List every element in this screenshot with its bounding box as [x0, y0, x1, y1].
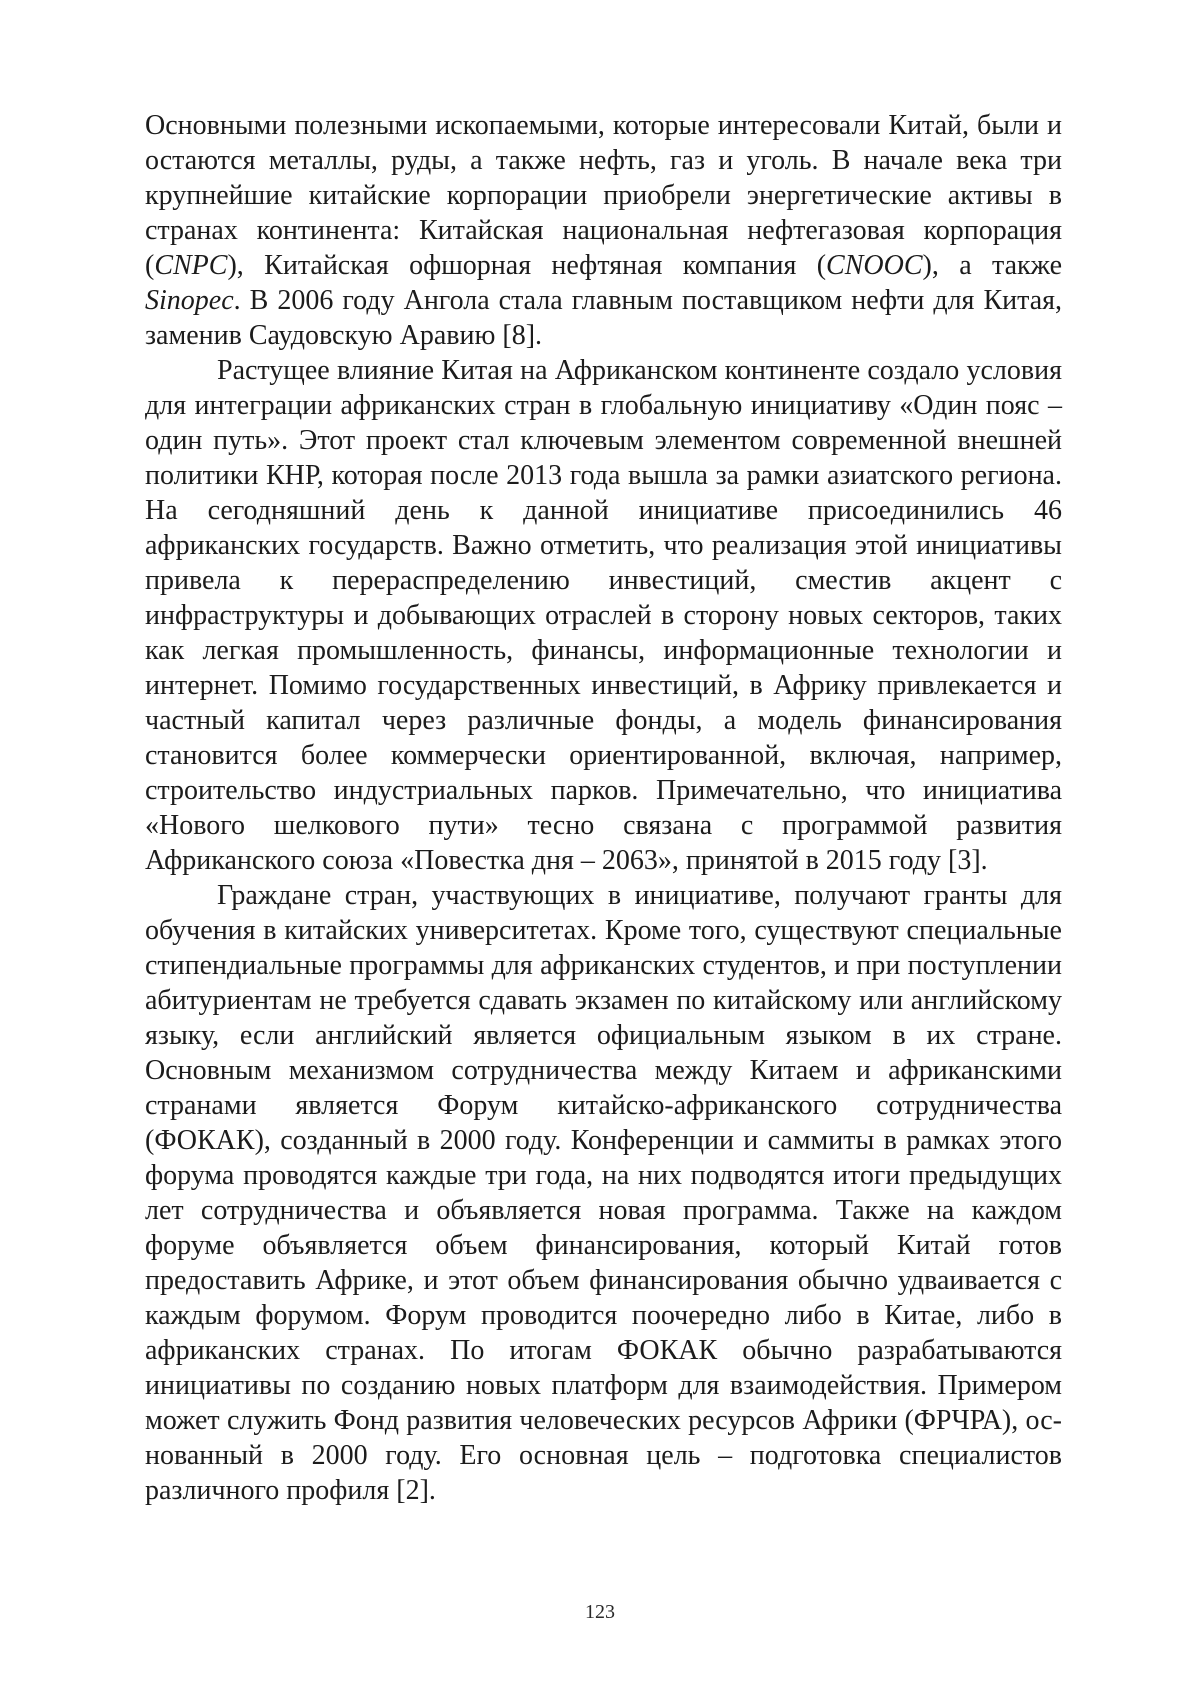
page-number: 123 — [0, 1600, 1200, 1624]
paragraph-3 — [145, 878, 1062, 1508]
paragraph-1 — [145, 108, 1062, 353]
paragraph-1-italic-cnpc: CNPC — [154, 250, 227, 281]
paragraph-1-italic-sinopec: Sinopec — [145, 285, 234, 316]
document-page — [145, 108, 1062, 1508]
paragraph-1-text-2: ), Китайская офшорная нефтяная компания ( — [227, 250, 826, 281]
paragraph-1-italic-cnooc: CNOOC — [826, 250, 922, 281]
paragraph-2-text: Растущее влияние Китая на Африканском континенте создало условия для интеграции африканских стран в глобальную инициативу «Один пояс – один путь». Этот проект стал ключевым элементом со­временной внешней политики КНР, которая после 2013 года вышла за рамки азиатского региона. На сегодняшний день к данной инициативе присоединились 46 африканских государств. Важно отметить, что ре­ализация этой инициативы привела к перераспределению инвестиций, сместив акцент с инфраструктуры и добывающих отраслей в сторону новых секторов, таких как легкая промышленность, финансы, инфор­мационные технологии и интернет. Помимо государственных инве­стиций, в Африку привлекается и частный капитал через различные фонды, а модель финансирования становится более коммерчески ори­ентированной, включая, например, строительство индустриальных парков. Примечательно, что инициатива «Нового шелкового пути» тесно связана с программой развития Африканского союза «Повестка дня – 2063», принятой в 2015 году [3]. — [145, 355, 1062, 876]
paragraph-2 — [145, 353, 1062, 878]
paragraph-1-text-1: Основными полезными ископаемыми, которые интересовали Китай, были и остаются металлы, руды, а также нефть, газ и уголь. В начале века три крупнейшие китайские корпорации приобрели энергетиче­ские активы в странах континента: Китайская национальная нефтега­зовая корпорация ( — [145, 110, 1062, 281]
paragraph-1-text-3: ), а также — [923, 250, 1062, 281]
paragraph-1-text-4: . В 2006 году Ангола стала главным по­ставщиком нефти для Китая, заменив Саудовскую Аравию [8]. — [145, 285, 1062, 351]
paragraph-3-text: Граждане стран, участвующих в инициативе, получают гранты для обучения в китайских университетах. Кроме того, существуют специальные стипендиальные программы для африканских студентов, и при поступлении абитуриентам не требуется сдавать экзамен по ки­тайскому или английскому языку, если английский является офици­альным языком в их стране. Основным механизмом сотрудничества между Китаем и африканскими странами является Форум китайско-африканского сотрудничества (ФОКАК), созданный в 2000 году. Конференции и саммиты в рамках этого форума проводятся каждые три года, на них подводятся итоги предыдущих лет сотрудничества и объявляется новая программа. Также на каждом форуме объявляется объем финансирования, который Китай готов предоставить Африке, и этот объем финансирования обычно удваивается с каждым форумом. Форум проводится поочередно либо в Китае, либо в африканских странах. По итогам ФОКАК обычно разрабатываются инициативы по созданию новых платформ для взаимодействия. Примером может служить Фонд развития человеческих ресурсов Африки (ФРЧРА), ос­нованный в 2000 году. Его основная цель – подготовка специалистов различного профиля [2]. — [145, 880, 1062, 1506]
